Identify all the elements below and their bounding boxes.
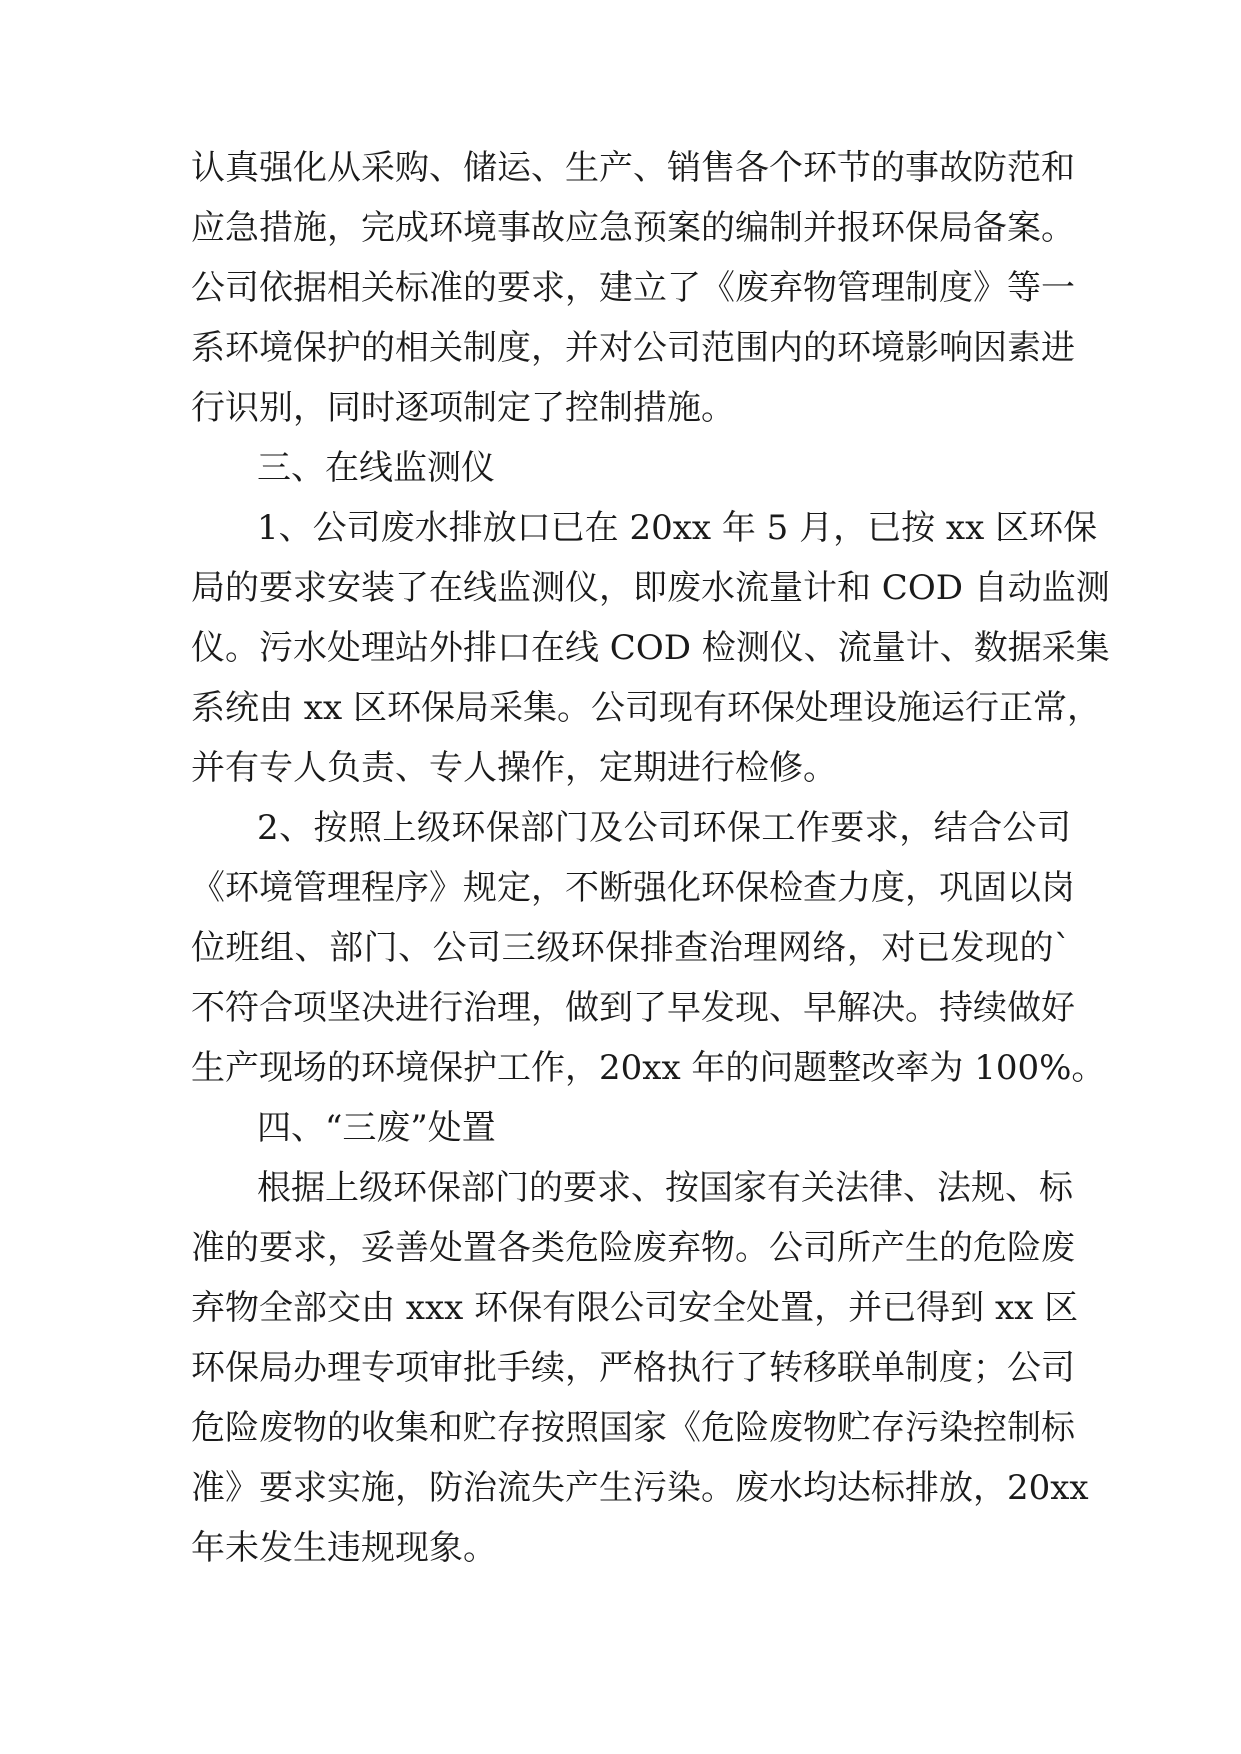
paragraph-line: 应急措施，完成环境事故应急预案的编制并报环保局备案。: [191, 208, 1075, 248]
paragraph-line: 准》要求实施，防治流失产生污染。废水均达标排放，20xx: [191, 1468, 1089, 1508]
paragraph-line: 危险废物的收集和贮存按照国家《危险废物贮存污染控制标: [191, 1408, 1075, 1448]
paragraph-line: 弃物全部交由 xxx 环保有限公司安全处置，并已得到 xx 区: [191, 1288, 1079, 1328]
paragraph-line: 环保局办理专项审批手续，严格执行了转移联单制度；公司: [191, 1348, 1075, 1388]
paragraph-line: 《环境管理程序》规定，不断强化环保检查力度，巩固以岗: [191, 868, 1075, 908]
paragraph-line: 仪。污水处理站外排口在线 COD 检测仪、流量计、数据采集: [191, 628, 1110, 668]
paragraph-line: 准的要求，妥善处置各类危险废弃物。公司所产生的危险废: [191, 1228, 1075, 1268]
paragraph-line: 行识别，同时逐项制定了控制措施。: [191, 388, 735, 428]
paragraph-line: 根据上级环保部门的要求、按国家有关法律、法规、标: [257, 1168, 1073, 1208]
paragraph-line: 1、公司废水排放口已在 20xx 年 5 月，已按 xx 区环保: [257, 508, 1098, 548]
paragraph-line: 并有专人负责、专人操作，定期进行检修。: [191, 748, 837, 788]
paragraph-line: 系统由 xx 区环保局采集。公司现有环保处理设施运行正常，: [191, 688, 1101, 728]
section-heading: 三、在线监测仪: [257, 448, 495, 488]
paragraph-line: 2、按照上级环保部门及公司环保工作要求，结合公司: [257, 808, 1071, 848]
paragraph-line: 年未发生违规现象。: [191, 1528, 497, 1568]
paragraph-line: 不符合项坚决进行治理，做到了早发现、早解决。持续做好: [191, 988, 1075, 1028]
paragraph-line: 局的要求安装了在线监测仪，即废水流量计和 COD 自动监测: [191, 568, 1110, 608]
paragraph-line: 位班组、部门、公司三级环保排查治理网络，对已发现的`: [191, 928, 1071, 968]
paragraph-line: 生产现场的环境保护工作，20xx 年的问题整改率为 100%。: [191, 1048, 1106, 1088]
paragraph-line: 系环境保护的相关制度，并对公司范围内的环境影响因素进: [191, 328, 1075, 368]
paragraph-line: 认真强化从采购、储运、生产、销售各个环节的事故防范和: [191, 148, 1075, 188]
section-heading: 四、“三废”处置: [257, 1108, 496, 1148]
paragraph-line: 公司依据相关标准的要求，建立了《废弃物管理制度》等一: [191, 268, 1075, 308]
